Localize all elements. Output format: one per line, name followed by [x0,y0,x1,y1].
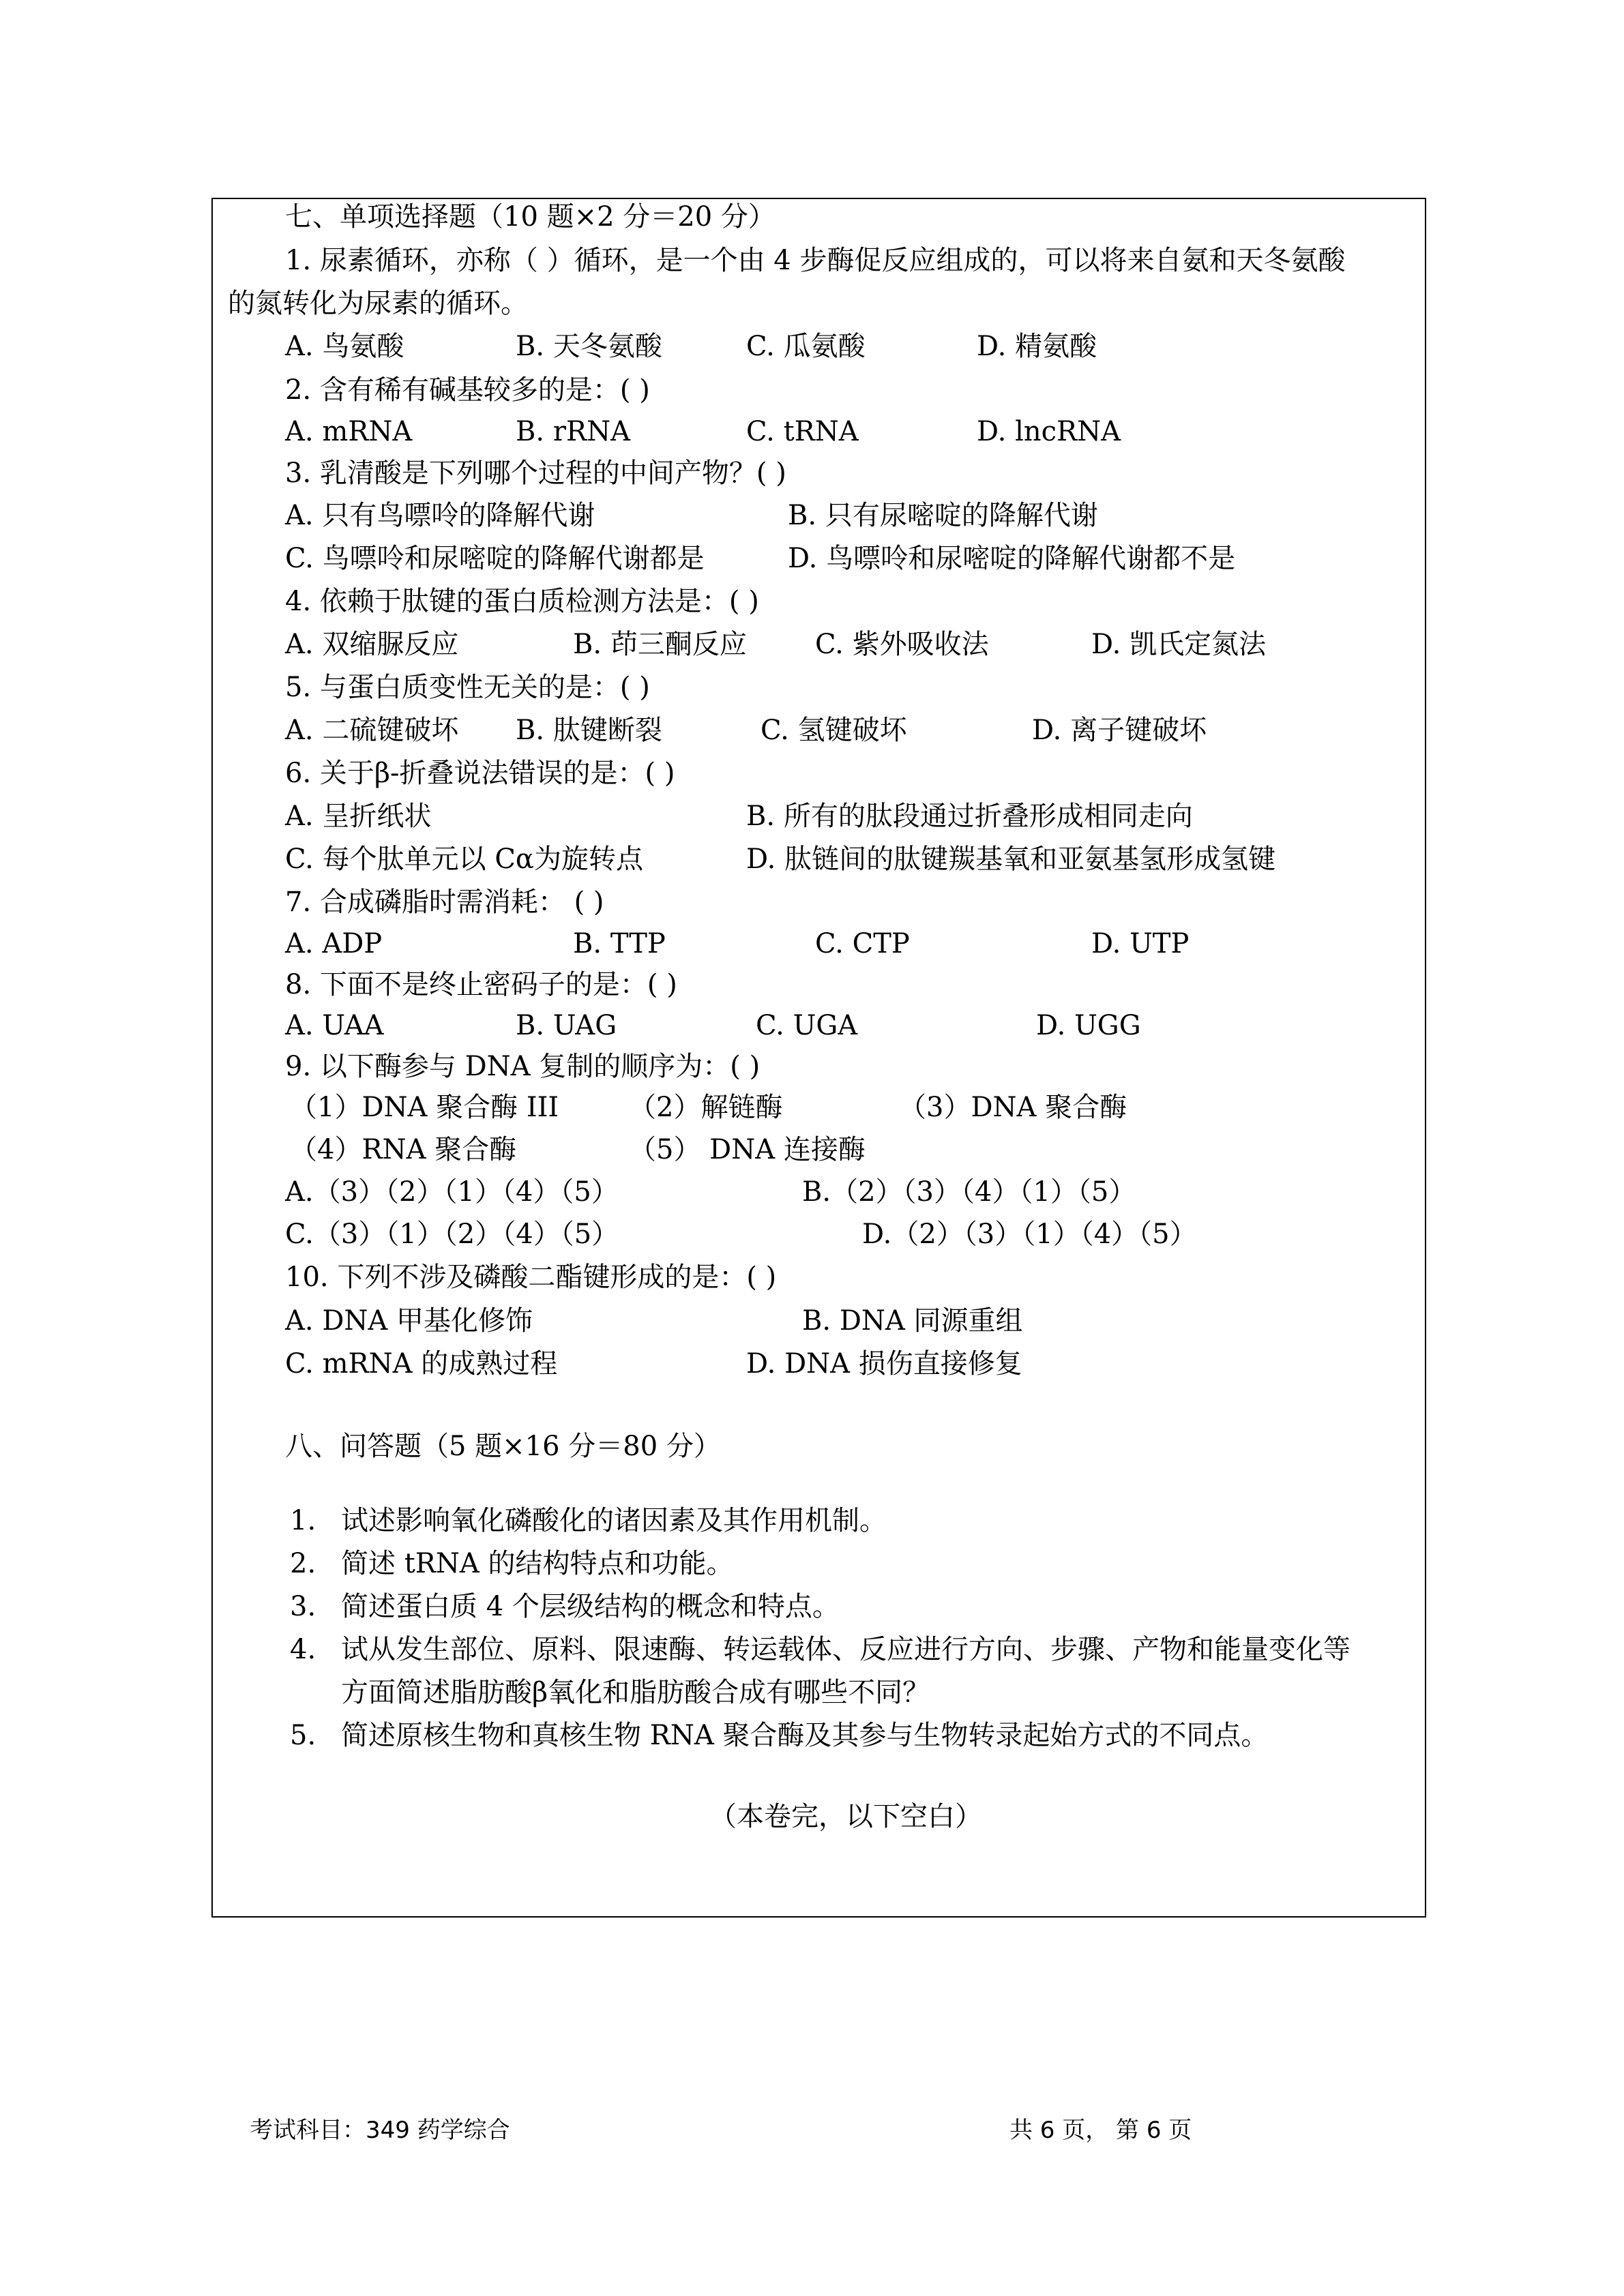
q9-option-a: A.（3）（2）（1）（4）（5） [285,1176,619,1208]
q7-stem: 7. 合成磷脂时需消耗： ( ) [285,886,604,918]
q9-option-c: C.（3）（1）（2）（4）（5） [285,1219,619,1250]
q1-option-c: C. 瓜氨酸 [746,331,866,362]
q9-stem: 9. 以下酶参与 DNA 复制的顺序为：( ) [285,1051,761,1082]
q9-item-5: （5） DNA 连接酶 [629,1134,866,1165]
section-7-heading: 七、单项选择题（10 题×2 分＝20 分） [285,201,776,233]
q2-option-c: C. tRNA [746,416,859,447]
q6-option-b: B. 所有的肽段通过折叠形成相同走向 [746,801,1193,832]
q8-option-b: B. UAG [516,1010,617,1041]
q1-stem-line1: 1. 尿素循环，亦称（ ）循环，是一个由 4 步酶促反应组成的，可以将来自氨和天冬氨酸 [285,245,1346,276]
q6-option-d: D. 肽链间的肽键羰基氧和亚氨基氢形成氢键 [746,844,1276,875]
q7-option-a: A. ADP [285,928,383,959]
q9-item-4: （4）RNA 聚合酶 [290,1134,517,1165]
q5-option-b: B. 肽键断裂 [516,715,662,746]
q7-option-d: D. UTP [1091,928,1190,959]
q10-option-b: B. DNA 同源重组 [802,1305,1023,1337]
q3-option-a: A. 只有鸟嘌呤的降解代谢 [285,500,595,531]
q10-option-c: C. mRNA 的成熟过程 [285,1348,558,1380]
essay-q3-text: 简述蛋白质 4 个层级结构的概念和特点。 [341,1591,840,1622]
q6-option-a: A. 呈折纸状 [285,801,432,832]
q8-option-d: D. UGG [1036,1010,1141,1041]
q10-stem: 10. 下列不涉及磷酸二酯键形成的是：( ) [285,1262,777,1293]
essay-q2-text: 简述 tRNA 的结构特点和功能。 [341,1548,734,1579]
q2-stem: 2. 含有稀有碱基较多的是：( ) [285,374,650,406]
q9-item-1: （1）DNA 聚合酶 III [290,1092,559,1123]
essay-q5-number: 5. [290,1720,316,1751]
essay-q2-number: 2. [290,1548,316,1579]
q1-option-a: A. 鸟氨酸 [285,331,404,362]
q4-stem: 4. 依赖于肽键的蛋白质检测方法是：( ) [285,586,759,617]
q5-stem: 5. 与蛋白质变性无关的是：( ) [285,672,650,703]
q3-stem: 3. 乳清酸是下列哪个过程的中间产物？( ) [285,458,786,489]
q1-option-b: B. 天冬氨酸 [516,331,662,362]
q9-option-b: B.（2）（3）（4）（1）（5） [802,1176,1136,1208]
q8-option-a: A. UAA [285,1010,384,1041]
essay-q4-text-line2: 方面简述脂肪酸β氧化和脂肪酸合成有哪些不同？ [341,1677,930,1708]
q4-option-c: C. 紫外吸收法 [815,629,989,660]
q1-stem-line2: 的氮转化为尿素的循环。 [228,288,528,319]
q2-option-b: B. rRNA [516,416,630,447]
q5-option-d: D. 离子键破坏 [1032,715,1207,746]
section-8-heading: 八、问答题（5 题×16 分＝80 分） [285,1431,721,1462]
essay-q5-text: 简述原核生物和真核生物 RNA 聚合酶及其参与生物转录起始方式的不同点。 [341,1720,1269,1751]
essay-q4-text-line1: 试从发生部位、原料、限速酶、转运载体、反应进行方向、步骤、产物和能量变化等 [341,1634,1350,1665]
q10-option-a: A. DNA 甲基化修饰 [285,1305,533,1337]
essay-q4-number: 4. [290,1634,316,1665]
q10-option-d: D. DNA 损伤直接修复 [746,1348,1022,1380]
essay-q1-text: 试述影响氧化磷酸化的诸因素及其作用机制。 [341,1505,887,1536]
q8-stem: 8. 下面不是终止密码子的是：( ) [285,969,677,1000]
q7-option-c: C. CTP [815,928,910,959]
q4-option-d: D. 凯氏定氮法 [1091,629,1267,660]
q3-option-c: C. 鸟嘌呤和尿嘧啶的降解代谢都是 [285,543,705,574]
footer-page-info: 共 6 页， 第 6 页 [1009,2117,1192,2144]
essay-q1-number: 1. [290,1505,316,1536]
q3-option-d: D. 鸟嘌呤和尿嘧啶的降解代谢都不是 [788,543,1236,574]
q2-option-a: A. mRNA [285,416,413,447]
q9-item-3: （3）DNA 聚合酶 [899,1092,1127,1123]
q4-option-a: A. 双缩脲反应 [285,629,459,660]
q5-option-c: C. 氢键破坏 [761,715,907,746]
q9-item-2: （2）解链酶 [629,1092,783,1123]
q9-option-d: D.（2）（3）（1）（4）（5） [862,1219,1197,1250]
q5-option-a: A. 二硫键破坏 [285,715,459,746]
q1-option-d: D. 精氨酸 [977,331,1097,362]
q6-option-c: C. 每个肽单元以 Cα为旋转点 [285,844,643,875]
q2-option-d: D. lncRNA [977,416,1121,447]
q7-option-b: B. TTP [573,928,666,959]
essay-q3-number: 3. [290,1591,316,1622]
end-of-paper-note: （本卷完，以下空白） [709,1801,982,1832]
q8-option-c: C. UGA [756,1010,858,1041]
q6-stem: 6. 关于β-折叠说法错误的是：( ) [285,758,675,789]
q4-option-b: B. 茚三酮反应 [573,629,747,660]
footer-subject: 考试科目：349 药学综合 [250,2117,510,2144]
q3-option-b: B. 只有尿嘧啶的降解代谢 [788,500,1098,531]
